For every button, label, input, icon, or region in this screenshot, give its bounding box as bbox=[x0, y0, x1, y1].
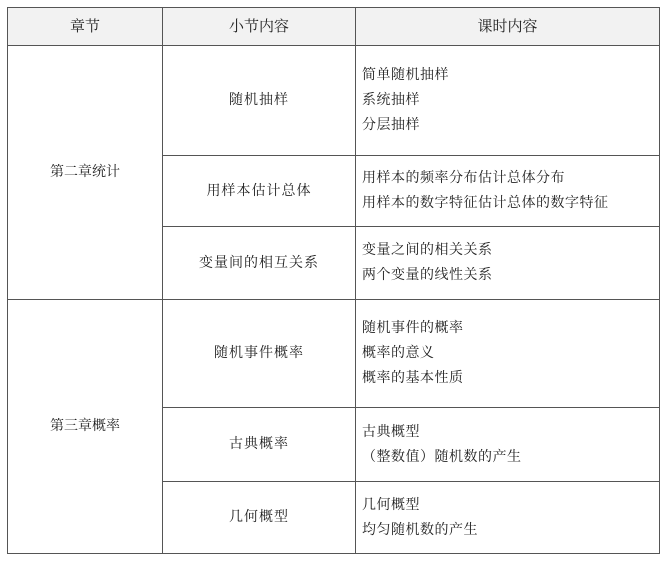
lesson-item: 系统抽样 bbox=[362, 92, 420, 108]
lesson-item: 用样本的数字特征估计总体的数字特征 bbox=[362, 195, 609, 211]
section-cell: 古典概率 bbox=[163, 408, 356, 482]
lessons-cell bbox=[356, 227, 660, 300]
section-cell: 随机抽样 bbox=[163, 46, 356, 156]
lesson-item: 随机事件的概率 bbox=[362, 320, 464, 336]
table-row bbox=[8, 300, 660, 408]
header-lessons: 课时内容 bbox=[356, 8, 660, 46]
header-chapter: 章节 bbox=[8, 8, 163, 46]
lesson-item: 概率的意义 bbox=[362, 345, 435, 361]
curriculum-table bbox=[7, 7, 660, 554]
chapter-cell: 第三章概率 bbox=[8, 300, 163, 554]
section-cell: 随机事件概率 bbox=[163, 300, 356, 408]
lessons-cell bbox=[356, 300, 660, 408]
lessons-cell bbox=[356, 408, 660, 482]
lessons-cell bbox=[356, 482, 660, 554]
lesson-item: 概率的基本性质 bbox=[362, 370, 464, 386]
chapter-cell: 第二章统计 bbox=[8, 46, 163, 300]
lesson-item: 两个变量的线性关系 bbox=[362, 267, 493, 283]
lesson-item: 几何概型 bbox=[362, 496, 420, 513]
section-cell: 用样本估计总体 bbox=[163, 156, 356, 227]
lesson-item: （整数值）随机数的产生 bbox=[362, 448, 522, 465]
header-row bbox=[8, 8, 660, 46]
section-cell: 几何概型 bbox=[163, 482, 356, 554]
lessons-cell bbox=[356, 46, 660, 156]
lessons-cell bbox=[356, 156, 660, 227]
lesson-item: 变量之间的相关关系 bbox=[362, 242, 493, 258]
lesson-item: 用样本的频率分布估计总体分布 bbox=[362, 170, 565, 186]
lesson-item: 古典概型 bbox=[362, 423, 420, 440]
lesson-item: 分层抽样 bbox=[362, 117, 420, 133]
lesson-item: 均匀随机数的产生 bbox=[362, 521, 478, 538]
section-cell: 变量间的相互关系 bbox=[163, 227, 356, 300]
header-section: 小节内容 bbox=[163, 8, 356, 46]
table-row bbox=[8, 46, 660, 156]
lesson-item: 简单随机抽样 bbox=[362, 67, 449, 83]
